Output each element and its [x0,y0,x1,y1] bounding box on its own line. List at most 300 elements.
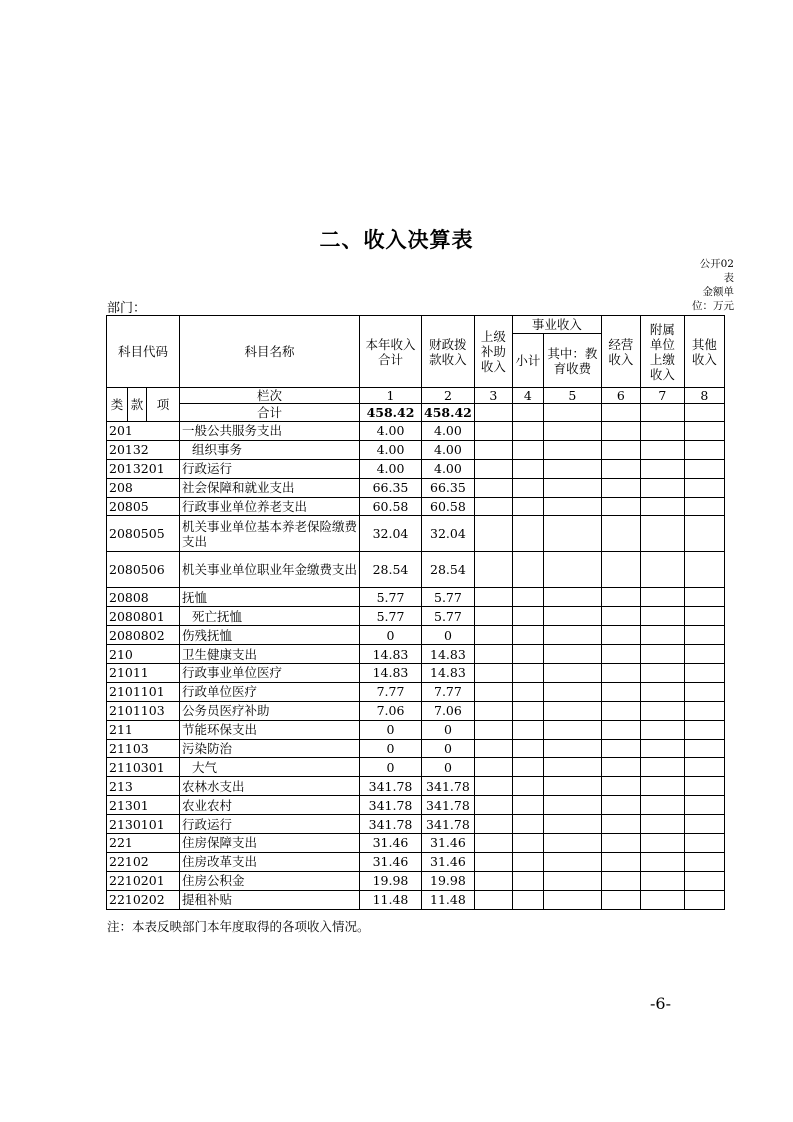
table-row [107,852,725,871]
empty-cell [684,834,724,853]
header-subject-name: 科目名称 [180,316,360,388]
header-line: 上缴 [649,351,675,367]
subject-code-cell: 2101101 [107,682,180,701]
subject-code-cell: 22102 [107,852,180,871]
empty-cell [512,682,543,701]
empty-cell [684,422,724,441]
empty-cell [601,478,640,497]
annual-income-cell: 341.78 [360,796,422,815]
subject-code-cell: 21301 [107,796,180,815]
header-line: 收入 [608,351,634,367]
annual-income-cell: 341.78 [360,777,422,796]
empty-cell [543,552,601,588]
header-business-income: 事业收入 [512,316,601,334]
table-row [107,796,725,815]
empty-cell [512,777,543,796]
subject-code-cell: 21011 [107,664,180,683]
empty-cell [512,871,543,890]
empty-cell [601,701,640,720]
empty-cell [474,459,512,478]
empty-cell [512,701,543,720]
empty-cell [684,516,724,552]
annual-income-cell: 4.00 [360,459,422,478]
table-row [107,834,725,853]
column-number: 2 [422,388,475,404]
fiscal-allocation-cell: 0 [422,739,475,758]
table-row [107,422,725,441]
annual-income-cell: 341.78 [360,815,422,834]
form-code-line: 表 [723,272,734,284]
header-kuan: 款 [128,388,147,422]
fiscal-allocation-cell: 19.98 [422,871,475,890]
empty-cell [474,890,512,909]
header-line: 款收入 [429,351,467,367]
empty-cell [640,796,684,815]
empty-cell [601,516,640,552]
fiscal-allocation-cell: 31.46 [422,852,475,871]
subject-name-cell: 伤残抚恤 [180,626,360,645]
empty-cell [543,739,601,758]
header-education-fee [543,334,601,388]
subject-name-cell: 机关事业单位职业年金缴费支出 [180,552,360,588]
fiscal-allocation-cell: 7.77 [422,682,475,701]
subject-name-cell: 农林水支出 [180,777,360,796]
empty-cell [684,459,724,478]
table-row [107,607,725,626]
empty-cell [543,796,601,815]
header-other-income [684,316,724,388]
empty-cell [543,588,601,607]
annual-income-cell: 14.83 [360,645,422,664]
empty-cell [474,796,512,815]
empty-cell [512,796,543,815]
empty-cell [512,852,543,871]
column-number: 6 [601,388,640,404]
page-title: 二、收入决算表 [319,228,474,252]
empty-cell [684,404,724,422]
annual-income-cell: 7.77 [360,682,422,701]
subject-name-cell: 行政单位医疗 [180,682,360,701]
subject-code-cell: 20808 [107,588,180,607]
subject-name-cell: 农业农村 [180,796,360,815]
subject-code-cell: 21103 [107,739,180,758]
annual-income-cell: 0 [360,720,422,739]
empty-cell [684,497,724,516]
empty-cell [543,834,601,853]
header-line: 育收费 [553,360,592,376]
subject-name-cell: 住房改革支出 [180,852,360,871]
empty-cell [512,834,543,853]
empty-cell [543,440,601,459]
subject-code-cell: 2080802 [107,626,180,645]
empty-cell [474,664,512,683]
empty-cell [601,497,640,516]
header-line: 收入 [480,359,506,374]
annual-income-cell: 31.46 [360,852,422,871]
header-fiscal-allocation [422,316,475,388]
fiscal-allocation-cell: 5.77 [422,588,475,607]
empty-cell [601,664,640,683]
subject-name-cell: 机关事业单位基本养老保险缴费支出 [180,516,360,552]
subject-code-cell: 213 [107,777,180,796]
header-line: 收入 [691,351,717,367]
empty-cell [684,720,724,739]
empty-cell [474,777,512,796]
empty-cell [640,777,684,796]
annual-income-cell: 5.77 [360,588,422,607]
empty-cell [640,552,684,588]
empty-cell [684,701,724,720]
empty-cell [474,739,512,758]
header-operating-income [601,316,640,388]
empty-cell [601,645,640,664]
empty-cell [640,664,684,683]
header-line: 单位 [649,336,675,352]
empty-cell [512,758,543,777]
subject-code-cell: 210 [107,645,180,664]
fiscal-allocation-cell: 341.78 [422,777,475,796]
empty-cell [640,516,684,552]
subject-code-cell: 2101103 [107,701,180,720]
subject-code-cell: 2013201 [107,459,180,478]
table-row [107,720,725,739]
header-affiliated-income [640,316,684,388]
form-code-line: 公开02 [699,258,734,270]
empty-cell [640,815,684,834]
annual-income-cell: 60.58 [360,497,422,516]
empty-cell [601,607,640,626]
table-row [107,664,725,683]
annual-income-cell: 0 [360,758,422,777]
header-superior-subsidy [474,316,512,388]
table-row [107,701,725,720]
empty-cell [512,588,543,607]
annual-income-cell: 11.48 [360,890,422,909]
subject-code-cell: 201 [107,422,180,441]
empty-cell [543,459,601,478]
subject-code-cell: 2080801 [107,607,180,626]
empty-cell [640,871,684,890]
empty-cell [601,852,640,871]
empty-cell [601,758,640,777]
annual-income-cell: 28.54 [360,552,422,588]
empty-cell [543,645,601,664]
table-row [107,871,725,890]
empty-cell [543,516,601,552]
column-row-label: 栏次 [180,388,360,404]
header-subtotal: 小计 [512,334,543,388]
empty-cell [684,890,724,909]
empty-cell [474,588,512,607]
fiscal-allocation-cell: 4.00 [422,422,475,441]
empty-cell [543,852,601,871]
empty-cell [601,890,640,909]
empty-cell [684,739,724,758]
empty-cell [684,815,724,834]
empty-cell [474,497,512,516]
empty-cell [543,871,601,890]
empty-cell [640,739,684,758]
empty-cell [640,422,684,441]
empty-cell [601,796,640,815]
empty-cell [474,440,512,459]
table-note: 注：本表反映部门本年度取得的各项收入情况。 [107,919,370,934]
empty-cell [601,440,640,459]
empty-cell [474,404,512,422]
column-number: 8 [684,388,724,404]
empty-cell [640,440,684,459]
header-line: 本年收入 [365,336,416,352]
header-line: 附属 [649,321,675,337]
subject-name-cell: 行政运行 [180,459,360,478]
empty-cell [512,440,543,459]
subject-code-cell: 208 [107,478,180,497]
empty-cell [684,588,724,607]
empty-cell [474,758,512,777]
empty-cell [640,626,684,645]
empty-cell [640,720,684,739]
empty-cell [684,664,724,683]
empty-cell [601,588,640,607]
empty-cell [512,552,543,588]
empty-cell [474,834,512,853]
subject-name-cell: 抚恤 [180,588,360,607]
fiscal-allocation-cell: 14.83 [422,645,475,664]
empty-cell [601,834,640,853]
table-row [107,815,725,834]
table-row [107,516,725,552]
fiscal-allocation-cell: 31.46 [422,834,475,853]
empty-cell [512,459,543,478]
empty-cell [474,682,512,701]
subject-code-cell: 221 [107,834,180,853]
empty-cell [543,777,601,796]
subject-name-cell: 组织事务 [180,440,360,459]
empty-cell [474,626,512,645]
empty-cell [640,701,684,720]
empty-cell [474,516,512,552]
empty-cell [684,626,724,645]
total-label: 合计 [180,404,360,422]
table-row [107,777,725,796]
subject-name-cell: 住房公积金 [180,871,360,890]
subject-code-cell: 2210201 [107,871,180,890]
annual-income-cell: 66.35 [360,478,422,497]
subject-code-cell: 2210202 [107,890,180,909]
fiscal-allocation-cell: 60.58 [422,497,475,516]
empty-cell [601,626,640,645]
empty-cell [640,607,684,626]
subject-name-cell: 污染防治 [180,739,360,758]
header-lei: 类 [107,388,128,422]
subject-code-cell: 2110301 [107,758,180,777]
fiscal-allocation-cell: 28.54 [422,552,475,588]
subject-code-cell: 20805 [107,497,180,516]
empty-cell [512,478,543,497]
subject-name-cell: 一般公共服务支出 [180,422,360,441]
column-number: 7 [640,388,684,404]
empty-cell [474,478,512,497]
fiscal-allocation-cell: 341.78 [422,815,475,834]
annual-income-cell: 31.46 [360,834,422,853]
fiscal-allocation-cell: 4.00 [422,440,475,459]
total-annual-income: 458.42 [360,404,422,422]
empty-cell [474,720,512,739]
subject-name-cell: 大气 [180,758,360,777]
column-number: 1 [360,388,422,404]
annual-income-cell: 0 [360,739,422,758]
header-line: 补助 [480,344,506,359]
empty-cell [474,815,512,834]
subject-code-cell: 2080506 [107,552,180,588]
header-subject-code: 科目代码 [107,316,180,388]
empty-cell [684,645,724,664]
table-row [107,459,725,478]
empty-cell [474,701,512,720]
header-line: 财政拨 [429,336,467,352]
annual-income-cell: 0 [360,626,422,645]
subject-name-cell: 行政运行 [180,815,360,834]
table-row [107,497,725,516]
empty-cell [512,645,543,664]
empty-cell [640,459,684,478]
subject-name-cell: 提租补贴 [180,890,360,909]
header-line: 上级 [480,329,506,344]
fiscal-allocation-cell: 341.78 [422,796,475,815]
empty-cell [601,815,640,834]
fiscal-allocation-cell: 11.48 [422,890,475,909]
header-xiang: 项 [147,388,180,422]
empty-cell [543,497,601,516]
empty-cell [640,758,684,777]
empty-cell [543,720,601,739]
empty-cell [640,645,684,664]
annual-income-cell: 14.83 [360,664,422,683]
page-number: -6- [650,994,671,1013]
empty-cell [684,440,724,459]
empty-cell [640,890,684,909]
subject-name-cell: 住房保障支出 [180,834,360,853]
empty-cell [474,552,512,588]
empty-cell [601,422,640,441]
column-number: 5 [543,388,601,404]
empty-cell [512,664,543,683]
fiscal-allocation-cell: 5.77 [422,607,475,626]
subject-code-cell: 20132 [107,440,180,459]
empty-cell [512,404,543,422]
empty-cell [601,720,640,739]
subject-name-cell: 行政事业单位医疗 [180,664,360,683]
empty-cell [474,422,512,441]
empty-cell [543,607,601,626]
header-line: 经营 [608,336,634,352]
empty-cell [474,871,512,890]
table-row [107,645,725,664]
subject-name-cell: 社会保障和就业支出 [180,478,360,497]
form-code [690,257,734,313]
empty-cell [543,664,601,683]
fiscal-allocation-cell: 0 [422,720,475,739]
annual-income-cell: 4.00 [360,440,422,459]
subject-name-cell: 节能环保支出 [180,720,360,739]
table-row [107,890,725,909]
empty-cell [601,682,640,701]
table-row [107,739,725,758]
empty-cell [512,720,543,739]
empty-cell [512,739,543,758]
unit-note-line: 位：万元 [692,300,734,312]
empty-cell [512,607,543,626]
empty-cell [543,815,601,834]
empty-cell [543,758,601,777]
fiscal-allocation-cell: 14.83 [422,664,475,683]
subject-name-cell: 行政事业单位养老支出 [180,497,360,516]
empty-cell [684,607,724,626]
empty-cell [543,626,601,645]
empty-cell [640,404,684,422]
empty-cell [512,422,543,441]
empty-cell [474,607,512,626]
empty-cell [640,682,684,701]
fiscal-allocation-cell: 4.00 [422,459,475,478]
subject-name-cell: 卫生健康支出 [180,645,360,664]
empty-cell [601,404,640,422]
table-row [107,552,725,588]
empty-cell [512,497,543,516]
column-number: 3 [474,388,512,404]
empty-cell [684,796,724,815]
empty-cell [684,852,724,871]
empty-cell [543,404,601,422]
fiscal-allocation-cell: 32.04 [422,516,475,552]
annual-income-cell: 7.06 [360,701,422,720]
header-line: 其他 [691,336,717,352]
table-row [107,440,725,459]
department-label: 部门： [107,301,147,316]
empty-cell [474,852,512,871]
empty-cell [543,478,601,497]
empty-cell [543,701,601,720]
empty-cell [512,890,543,909]
subject-code-cell: 2080505 [107,516,180,552]
total-row [107,404,725,422]
fiscal-allocation-cell: 7.06 [422,701,475,720]
subject-name-cell: 公务员医疗补助 [180,701,360,720]
table-row [107,682,725,701]
empty-cell [543,682,601,701]
annual-income-cell: 4.00 [360,422,422,441]
empty-cell [512,626,543,645]
empty-cell [601,777,640,796]
column-number: 4 [512,388,543,404]
empty-cell [684,758,724,777]
empty-cell [684,478,724,497]
table-row [107,758,725,777]
subject-name-cell: 死亡抚恤 [180,607,360,626]
table-row [107,478,725,497]
table-row [107,588,725,607]
empty-cell [640,852,684,871]
annual-income-cell: 32.04 [360,516,422,552]
subject-code-cell: 2130101 [107,815,180,834]
empty-cell [601,552,640,588]
empty-cell [512,516,543,552]
empty-cell [684,777,724,796]
empty-cell [512,815,543,834]
total-fiscal-allocation: 458.42 [422,404,475,422]
empty-cell [640,834,684,853]
header-annual-income [360,316,422,388]
